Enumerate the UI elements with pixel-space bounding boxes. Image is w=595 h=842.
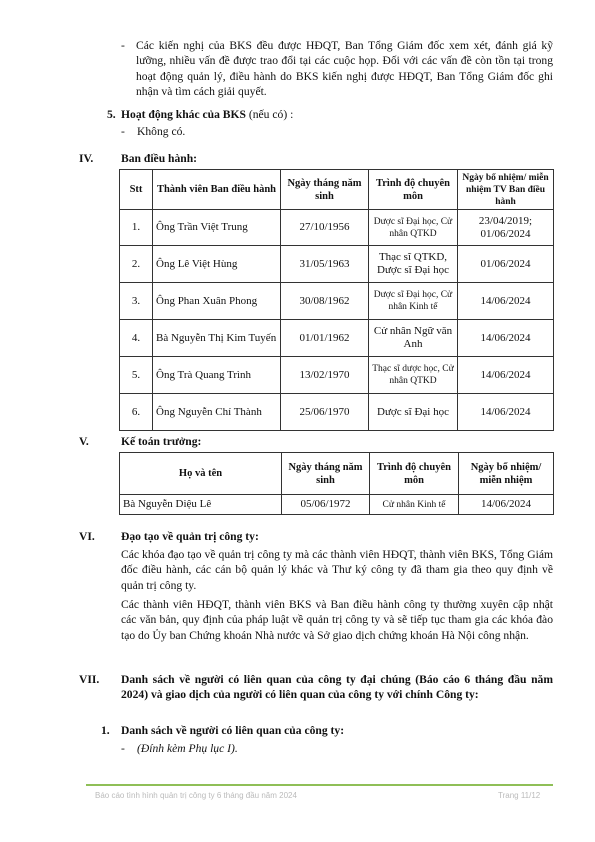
row-dob: 25/06/1970	[281, 394, 369, 431]
row-date: 14/06/2024	[458, 394, 554, 431]
header-appointment: Ngày bổ nhiệm/ miễn nhiệm	[459, 453, 554, 495]
row-qualification: Thạc sĩ QTKD, Dược sĩ Đại học	[369, 246, 458, 283]
header-appointment: Ngày bổ nhiệm/ miễn nhiệm TV Ban điều hành	[458, 170, 554, 210]
row-qualification: Dược sĩ Đại học, Cử nhân QTKD	[369, 210, 458, 246]
header-qualification: Trình độ chuyên môn	[370, 453, 459, 495]
s5-title: Hoạt động khác của BKS	[121, 108, 246, 121]
footer-divider	[86, 784, 553, 786]
header-stt: Stt	[120, 170, 153, 210]
row-stt: 6.	[120, 394, 153, 431]
row-stt: 5.	[120, 357, 153, 394]
row-date: 14/06/2024	[458, 283, 554, 320]
s7-bullet: -	[121, 742, 125, 755]
header-name: Họ và tên	[120, 453, 282, 495]
row-stt: 1.	[120, 210, 153, 246]
s6-paragraph-1: Các khóa đạo tạo về quản trị công ty mà các thành viên HĐQT, thành viên BKS, Tổng Giám đốc điều hành, các cán bộ quản lý khác và Thư ký công ty đã tham gia theo quy định về quản trị công ty.	[121, 548, 553, 592]
row-date: 01/06/2024	[458, 246, 554, 283]
s5-text: Không có.	[137, 125, 186, 138]
s7-item: (Đính kèm Phụ lục I).	[137, 742, 238, 755]
row-dob: 31/05/1963	[281, 246, 369, 283]
s7-sub-title: Danh sách về người có liên quan của công ty:	[121, 724, 345, 737]
row-dob: 30/08/1962	[281, 283, 369, 320]
table-row	[120, 495, 554, 515]
header-member: Thành viên Ban điều hành	[153, 170, 281, 210]
row-qualification: Cử nhân Kinh tế	[370, 495, 459, 515]
row-stt: 4.	[120, 320, 153, 357]
header-qualification: Trình độ chuyên môn	[369, 170, 458, 210]
s5-number: 5.	[107, 108, 116, 121]
footer-left: Báo cáo tình hình quản trị công ty 6 tháng đầu năm 2024	[95, 791, 297, 800]
s7-title: Danh sách về người có liên quan của công ty đại chúng (Báo cáo 6 tháng đầu năm 2024) và giao dịch của người có liên quan của công ty với chính Công ty:	[121, 673, 553, 702]
row-name: Ông Trần Việt Trung	[153, 210, 281, 246]
row-qualification: Cử nhân Ngữ văn Anh	[369, 320, 458, 357]
s5b-title: Kế toán trưởng:	[121, 435, 202, 448]
row-date: 14/06/2024	[459, 495, 554, 515]
row-qualification: Dược sĩ Đại học, Cử nhân Kinh tế	[369, 283, 458, 320]
s6-title: Đạo tạo về quản trị công ty:	[121, 530, 259, 543]
row-name: Ông Nguyễn Chí Thành	[153, 394, 281, 431]
s4-number: IV.	[79, 152, 94, 165]
s4-title: Ban điều hành:	[121, 152, 198, 165]
header-dob: Ngày tháng năm sinh	[282, 453, 370, 495]
s6-paragraph-2: Các thành viên HĐQT, thành viên BKS và Ban điều hành công ty thường xuyên cập nhật các văn bản, quy định của pháp luật về quản trị công ty và sẽ tiếp tục tham gia các khóa đào tạo do Ủy ban Chứng khoán Nhà nước và Sở giao dịch chứng khoán Hà Nội công nhận.	[121, 598, 553, 642]
chief-accountant-table	[119, 452, 554, 515]
footer-page-number: Trang 11/12	[498, 791, 541, 800]
row-name: Ông Lê Việt Hùng	[153, 246, 281, 283]
table-row	[120, 246, 554, 283]
s5-heading	[121, 107, 521, 122]
table-row	[120, 283, 554, 320]
row-qualification: Thạc sĩ dược học, Cử nhân QTKD	[369, 357, 458, 394]
table-row	[120, 357, 554, 394]
header-dob: Ngày tháng năm sinh	[281, 170, 369, 210]
s5-suffix: (nếu có) :	[245, 108, 294, 121]
row-qualification: Dược sĩ Đại học	[369, 394, 458, 431]
row-name: Bà Nguyễn Thị Kim Tuyến	[153, 320, 281, 357]
row-stt: 3.	[120, 283, 153, 320]
row-dob: 01/01/1962	[281, 320, 369, 357]
row-date: 14/06/2024	[458, 320, 554, 357]
row-dob: 27/10/1956	[281, 210, 369, 246]
intro-bullet: -	[121, 39, 125, 52]
intro-paragraph: Các kiến nghị của BKS đều được HĐQT, Ban Tổng Giám đốc xem xét, đánh giá kỹ lưỡng, nhiều vấn đề được trao đổi tại các cuộc họp. Đối với các vấn đề còn tồn tại trong hoạt động quản lý, điều hành do BKS kiến nghị được HĐQT, Ban Tổng Giám đốc ghi nhận và tìm cách giải quyết.	[136, 39, 553, 98]
s7-number: VII.	[79, 673, 100, 686]
row-name: Ông Phan Xuân Phong	[153, 283, 281, 320]
row-date: 23/04/2019; 01/06/2024	[458, 210, 554, 246]
table-row	[120, 320, 554, 357]
row-dob: 05/06/1972	[282, 495, 370, 515]
table-row	[120, 394, 554, 431]
s5b-number: V.	[79, 435, 89, 448]
executive-board-table	[119, 169, 554, 431]
row-name: Ông Trà Quang Trình	[153, 357, 281, 394]
s6-number: VI.	[79, 530, 95, 543]
s5-bullet: -	[121, 125, 125, 138]
s7-sub-number: 1.	[101, 724, 110, 737]
row-date: 14/06/2024	[458, 357, 554, 394]
row-stt: 2.	[120, 246, 153, 283]
table-row	[120, 210, 554, 246]
row-dob: 13/02/1970	[281, 357, 369, 394]
row-name: Bà Nguyễn Diệu Lê	[120, 495, 282, 515]
